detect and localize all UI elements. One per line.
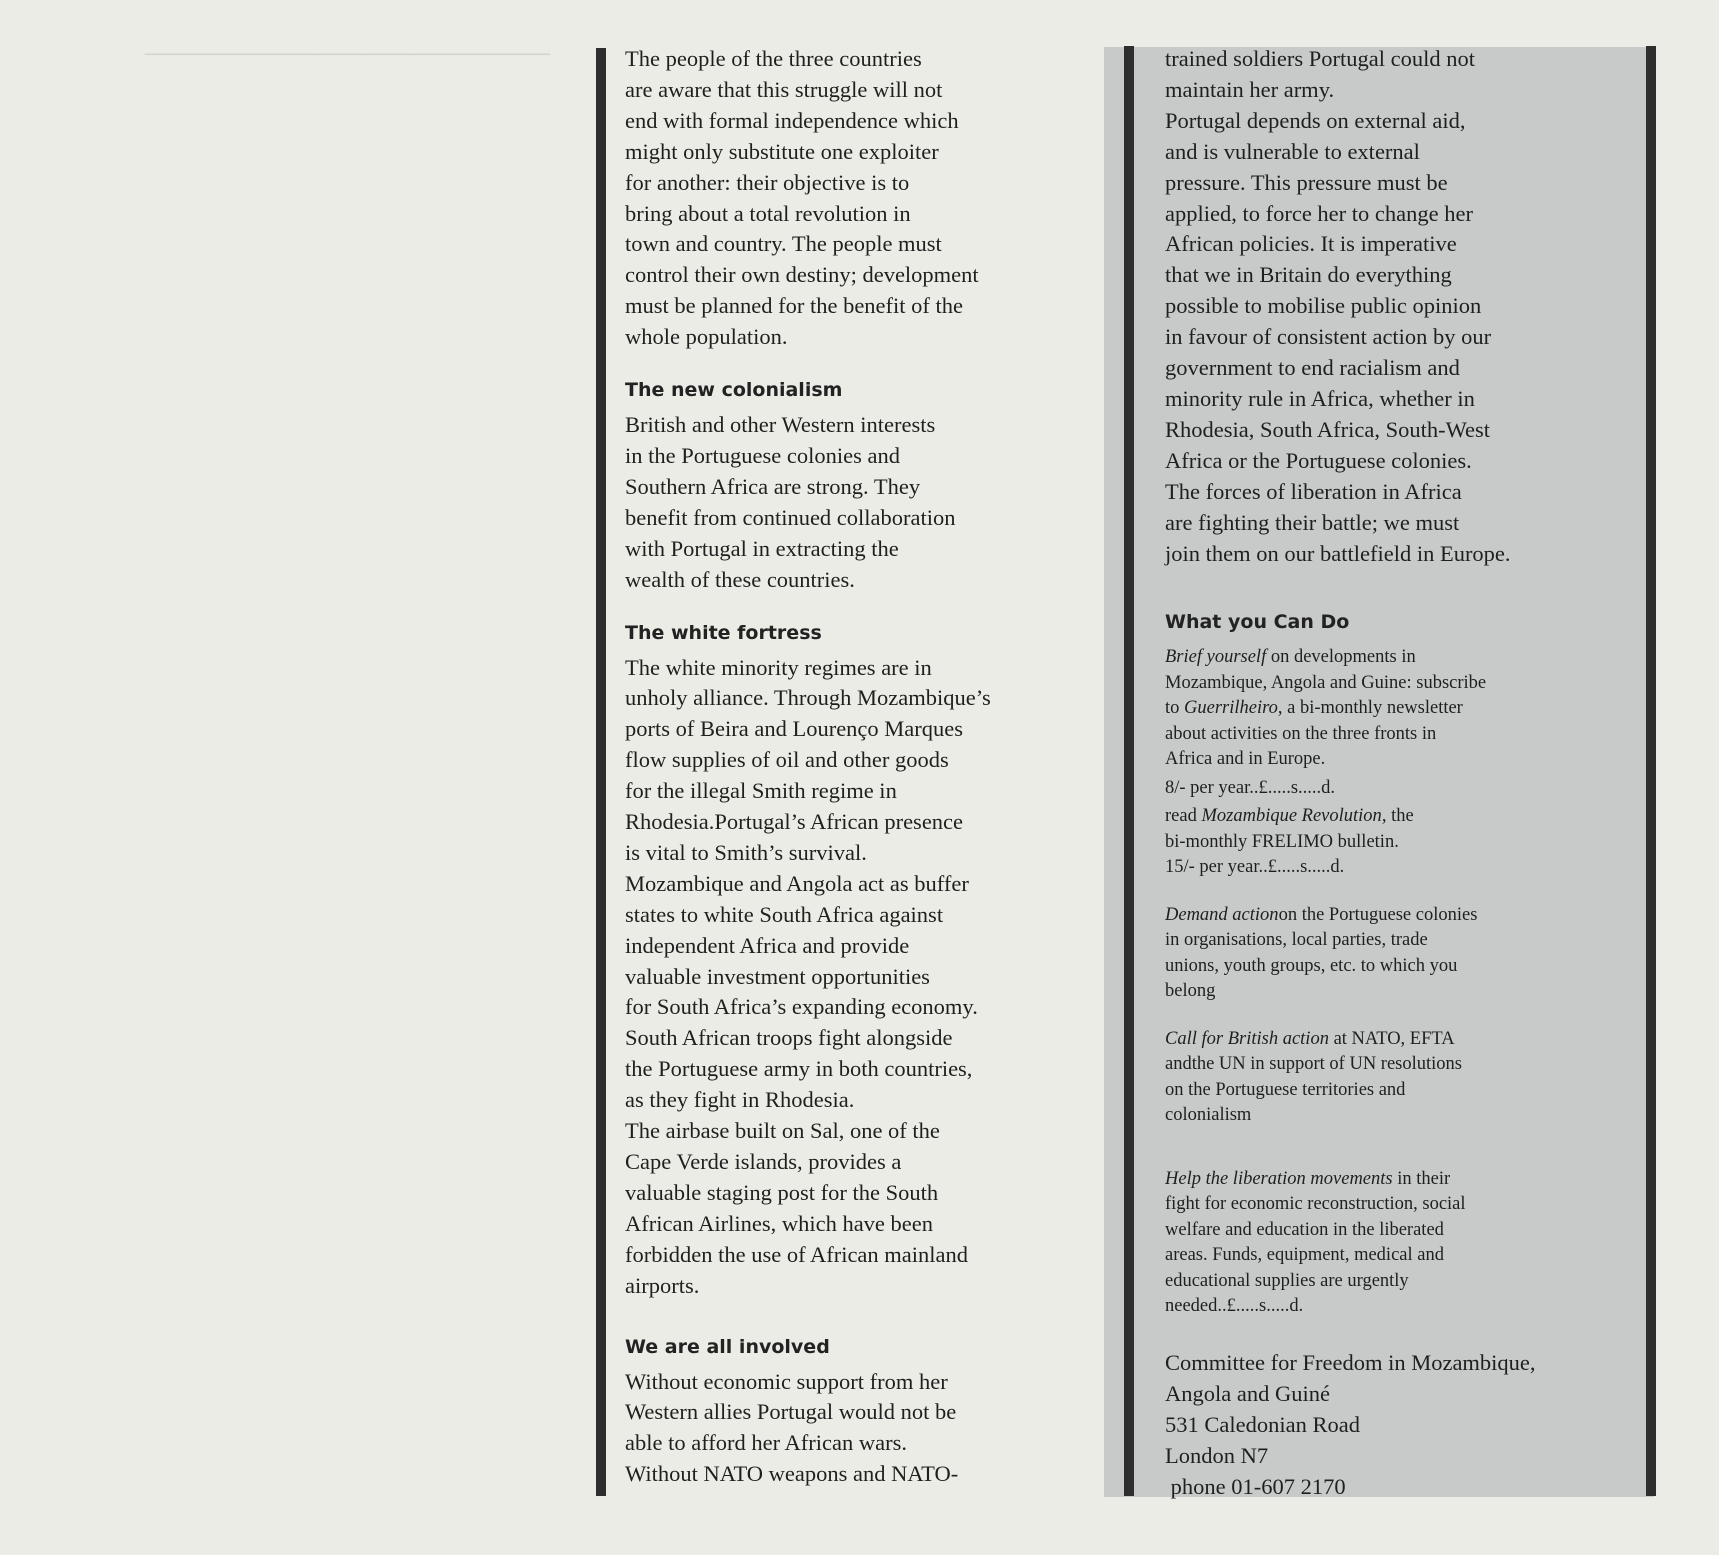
heading-what-you-can-do: What you Can Do	[1165, 611, 1350, 634]
text-line: in organisations, local parties, trade	[1165, 930, 1428, 951]
text-line: welfare and education in the liberated	[1165, 1219, 1444, 1240]
brief-yourself-lead: Brief yourself	[1165, 647, 1267, 668]
text-line: The white minority regimes are in	[625, 654, 932, 680]
text-line: in the Portuguese colonies and	[625, 442, 900, 468]
city-postcode: London N7	[1165, 1442, 1269, 1468]
text-line: that we in Britain do everything	[1165, 262, 1452, 288]
text-line: Southern Africa are strong. They	[625, 473, 921, 499]
text-line: Rhodesia.Portugal’s African presence	[625, 809, 964, 835]
committee-name-cont: Angola and Guiné	[1165, 1380, 1330, 1406]
text-line: applied, to force her to change her	[1165, 200, 1473, 226]
text-line: government to end racialism and	[1165, 355, 1460, 381]
action-list	[1165, 645, 1645, 1320]
text-line: for the illegal Smith regime in	[625, 778, 897, 804]
help-liberation-item	[1165, 1167, 1645, 1320]
text-line: areas. Funds, equipment, medical and	[1165, 1245, 1444, 1266]
text-line: the Portuguese army in both countries,	[625, 1056, 973, 1082]
heading-white-fortress: The white fortress	[625, 621, 822, 644]
text-line: ports of Beira and Lourenço Marques	[625, 716, 964, 742]
text-line: for South Africa’s expanding economy.	[625, 994, 978, 1020]
text-line: bi-monthly FRELIMO bulletin.	[1165, 831, 1399, 852]
text-line: educational supplies are urgently	[1165, 1270, 1409, 1291]
text-line: airports.	[625, 1272, 700, 1298]
middle-column-rule	[1124, 46, 1134, 1496]
text-line: for another: their objective is to	[625, 169, 910, 195]
text-line: able to afford her African wars.	[625, 1430, 907, 1456]
text-line: town and country. The people must	[625, 231, 942, 257]
text-line: The people of the three countries	[625, 46, 922, 71]
text-line: fight for economic reconstruction, social	[1165, 1194, 1466, 1215]
text-span: on developments in	[1266, 647, 1416, 668]
show-through-text: ──────────────────────────	[144, 41, 550, 66]
intro-paragraph	[625, 44, 1095, 353]
text-line: control their own destiny; development	[625, 262, 979, 288]
text-line: Africa or the Portuguese colonies.	[1165, 447, 1472, 473]
text-line: pressure. This pressure must be	[1165, 169, 1448, 195]
committee-name: Committee for Freedom in Mozambique,	[1165, 1349, 1536, 1375]
text-line: are fighting their battle; we must	[1165, 509, 1460, 535]
text-line: whole population.	[625, 324, 788, 350]
all-involved-paragraph	[625, 1367, 1095, 1491]
text-line: trained soldiers Portugal could not	[1165, 46, 1475, 71]
text-line: end with formal independence which	[625, 107, 959, 133]
call-for-action-lead: Call for British action	[1165, 1028, 1329, 1049]
text-line: benefit from continued collaboration	[625, 504, 956, 530]
text-line: valuable investment opportunities	[625, 963, 930, 989]
text-line: The forces of liberation in Africa	[1165, 478, 1462, 504]
text-line: South African troops fight alongside	[625, 1025, 953, 1051]
text-line: needed..£.....s.....d.	[1165, 1296, 1304, 1317]
new-colonialism-paragraph	[625, 410, 1095, 595]
demand-action-lead: Demand action	[1165, 904, 1279, 925]
right-column-rule	[1646, 46, 1656, 1496]
text-line: is vital to Smith’s survival.	[625, 839, 867, 865]
text-line: possible to mobilise public opinion	[1165, 293, 1482, 319]
text-line: Africa and in Europe.	[1165, 749, 1326, 770]
text-line: Mozambique and Angola act as buffer	[625, 870, 969, 896]
text-span: , a bi-monthly newsletter	[1277, 698, 1463, 719]
text-span: to	[1165, 698, 1185, 719]
text-line: are aware that this struggle will not	[625, 76, 943, 102]
help-liberation-lead: Help the liberation movements	[1165, 1168, 1393, 1189]
text-line: bring about a total revolution in	[625, 200, 911, 226]
brief-yourself-item	[1165, 645, 1645, 881]
text-span: , the	[1381, 806, 1414, 827]
text-line: andthe UN in support of UN resolutions	[1165, 1054, 1462, 1075]
right-text-column	[1165, 44, 1645, 1502]
mozambique-revolution-title: Mozambique Revolution	[1201, 806, 1382, 827]
text-line: Western allies Portugal would not be	[625, 1399, 957, 1425]
text-line: independent Africa and provide	[625, 932, 910, 958]
heading-all-involved: We are all involved	[625, 1335, 830, 1358]
text-line: in favour of consistent action by our	[1165, 324, 1492, 350]
text-line: Without economic support from her	[625, 1368, 948, 1394]
left-text-column	[625, 44, 1095, 1490]
demand-action-item	[1165, 903, 1645, 1005]
phone-number: phone 01-607 2170	[1165, 1473, 1346, 1499]
text-line: as they fight in Rhodesia.	[625, 1087, 855, 1113]
call-for-action-item	[1165, 1027, 1645, 1129]
text-line: states to white South Africa against	[625, 901, 944, 927]
text-line: African policies. It is imperative	[1165, 231, 1457, 257]
heading-new-colonialism: The new colonialism	[625, 379, 843, 402]
text-line: about activities on the three fronts in	[1165, 723, 1437, 744]
committee-address	[1165, 1348, 1645, 1503]
text-line: British and other Western interests	[625, 412, 936, 438]
text-line: The airbase built on Sal, one of the	[625, 1118, 940, 1144]
text-line: might only substitute one exploiter	[625, 138, 939, 164]
text-line: and is vulnerable to external	[1165, 138, 1420, 164]
text-span: in their	[1392, 1168, 1451, 1189]
text-line: join them on our battlefield in Europe.	[1165, 540, 1511, 566]
text-line: African Airlines, which have been	[625, 1210, 934, 1236]
text-line: minority rule in Africa, whether in	[1165, 385, 1475, 411]
text-span: at NATO, EFTA	[1328, 1028, 1455, 1049]
white-fortress-paragraph	[625, 653, 1095, 1302]
continuation-paragraph	[1165, 44, 1645, 569]
subscription-price-line: 15/- per year..£.....s.....d.	[1165, 857, 1345, 878]
text-line: unions, youth groups, etc. to which you	[1165, 955, 1458, 976]
text-line: Mozambique, Angola and Guine: subscribe	[1165, 672, 1487, 693]
text-line: Portugal depends on external aid,	[1165, 107, 1466, 133]
text-span: on the Portuguese colonies	[1278, 904, 1478, 925]
text-line: wealth of these countries.	[625, 566, 855, 592]
text-line: flow supplies of oil and other goods	[625, 747, 949, 773]
text-line: Cape Verde islands, provides a	[625, 1149, 902, 1174]
text-line: maintain her army.	[1165, 76, 1335, 102]
text-line: Rhodesia, South Africa, South-West	[1165, 416, 1491, 442]
left-column-rule	[596, 48, 606, 1496]
text-line: Without NATO weapons and NATO-	[625, 1461, 959, 1487]
text-line: valuable staging post for the South	[625, 1179, 939, 1205]
text-line: colonialism	[1165, 1105, 1252, 1126]
text-line: on the Portuguese territories and	[1165, 1079, 1406, 1100]
street-address: 531 Caledonian Road	[1165, 1411, 1360, 1437]
text-line: forbidden the use of African mainland	[625, 1241, 969, 1267]
text-line: unholy alliance. Through Mozambique’s	[625, 685, 991, 711]
text-line: must be planned for the benefit of the	[625, 293, 964, 319]
guerrilheiro-title: Guerrilheiro	[1184, 698, 1278, 719]
text-line: with Portugal in extracting the	[625, 535, 899, 561]
text-line: belong	[1165, 981, 1216, 1002]
subscription-price-line: 8/- per year..£.....s.....d.	[1165, 777, 1336, 798]
text-span: read	[1165, 806, 1202, 827]
